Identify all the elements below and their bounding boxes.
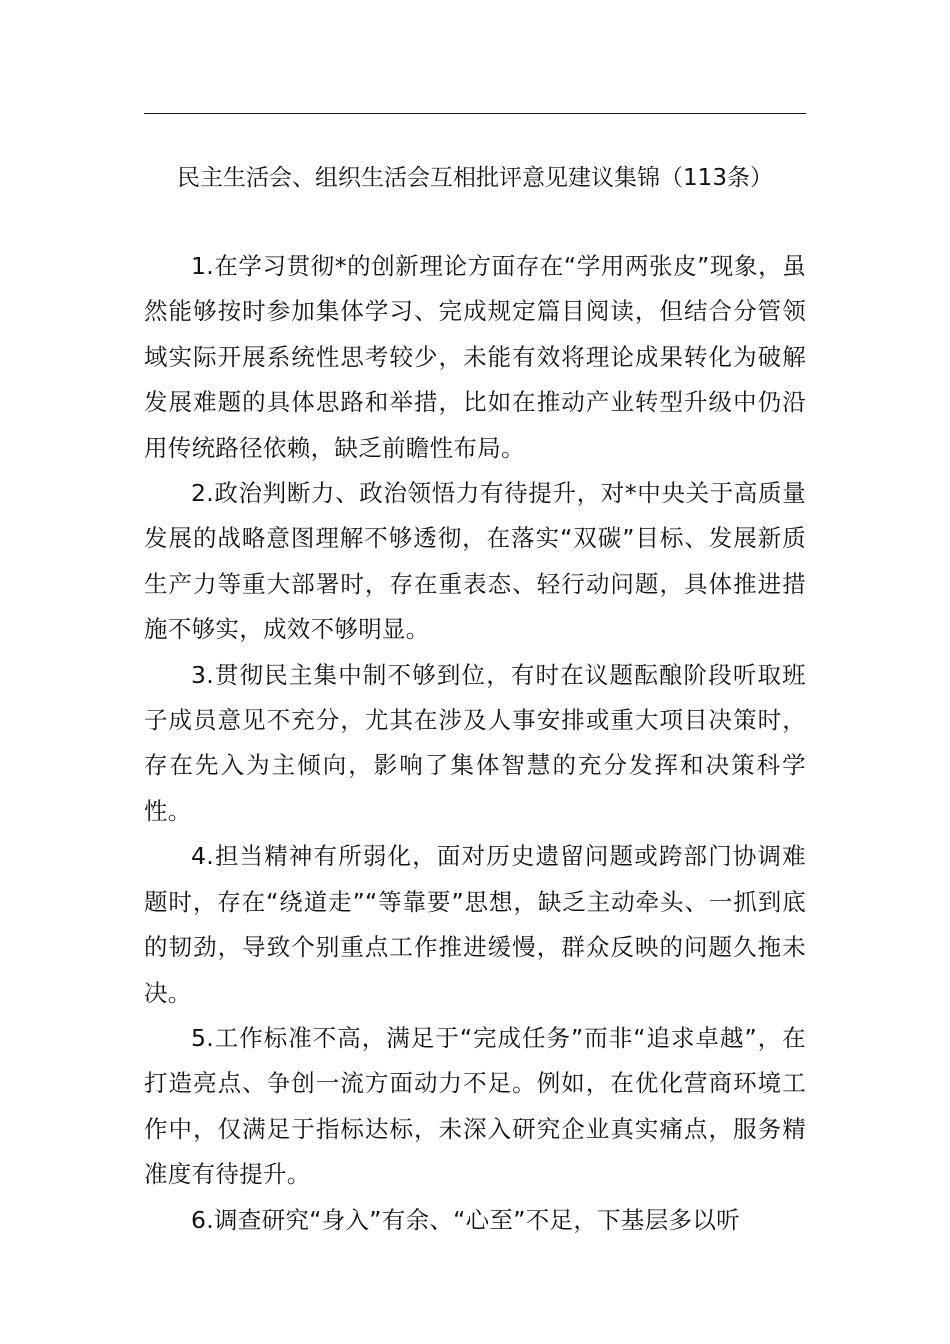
paragraph-2: 2.政治判断力、政治领悟力有待提升，对*中央关于高质量发展的战略意图理解不够透彻，在落实“双碳”目标、发展新质生产力等重大部署时，存在重表态、轻行动问题，具体推进措施不够实，成效不够明显。 [144,479,806,644]
paragraph-5: 5.工作标准不高，满足于“完成任务”而非“追求卓越”，在打造亮点、争创一流方面动力不足。例如，在优化营商环境工作中，仅满足于指标达标，未深入研究企业真实痛点，服务精准度有待提升。 [144,1023,806,1189]
paragraph-1: 1.在学习贯彻*的创新理论方面存在“学用两张皮”现象，虽然能够按时参加集体学习、完成规定篇目阅读，但结合分管领域实际开展系统性思考较少，未能有效将理论成果转化为破解发展难题的具体思路和举措，比如在推动产业转型升级中仍沿用传统路径依赖，缺乏前瞻性布局。 [144,252,806,462]
document-body [144,244,806,1243]
document-title: 民主生活会、组织生活会互相批评意见建议集锦（113条） [177,165,773,191]
paragraph-6: 6.调查研究“身入”有余、“心至”不足，下基层多以听 [191,1205,740,1234]
header-rule [144,113,806,114]
paragraph-4: 4.担当精神有所弱化，面对历史遗留问题或跨部门协调难题时，存在“绕道走”“等靠要”思想，缺乏主动牵头、一抓到底的韧劲，导致个别重点工作推进缓慢，群众反映的问题久拖未决。 [144,842,806,1007]
paragraph-3: 3.贯彻民主集中制不够到位，有时在议题酝酿阶段听取班子成员意见不充分，尤其在涉及人事安排或重大项目决策时，存在先入为主倾向，影响了集体智慧的充分发挥和决策科学性。 [144,660,806,825]
